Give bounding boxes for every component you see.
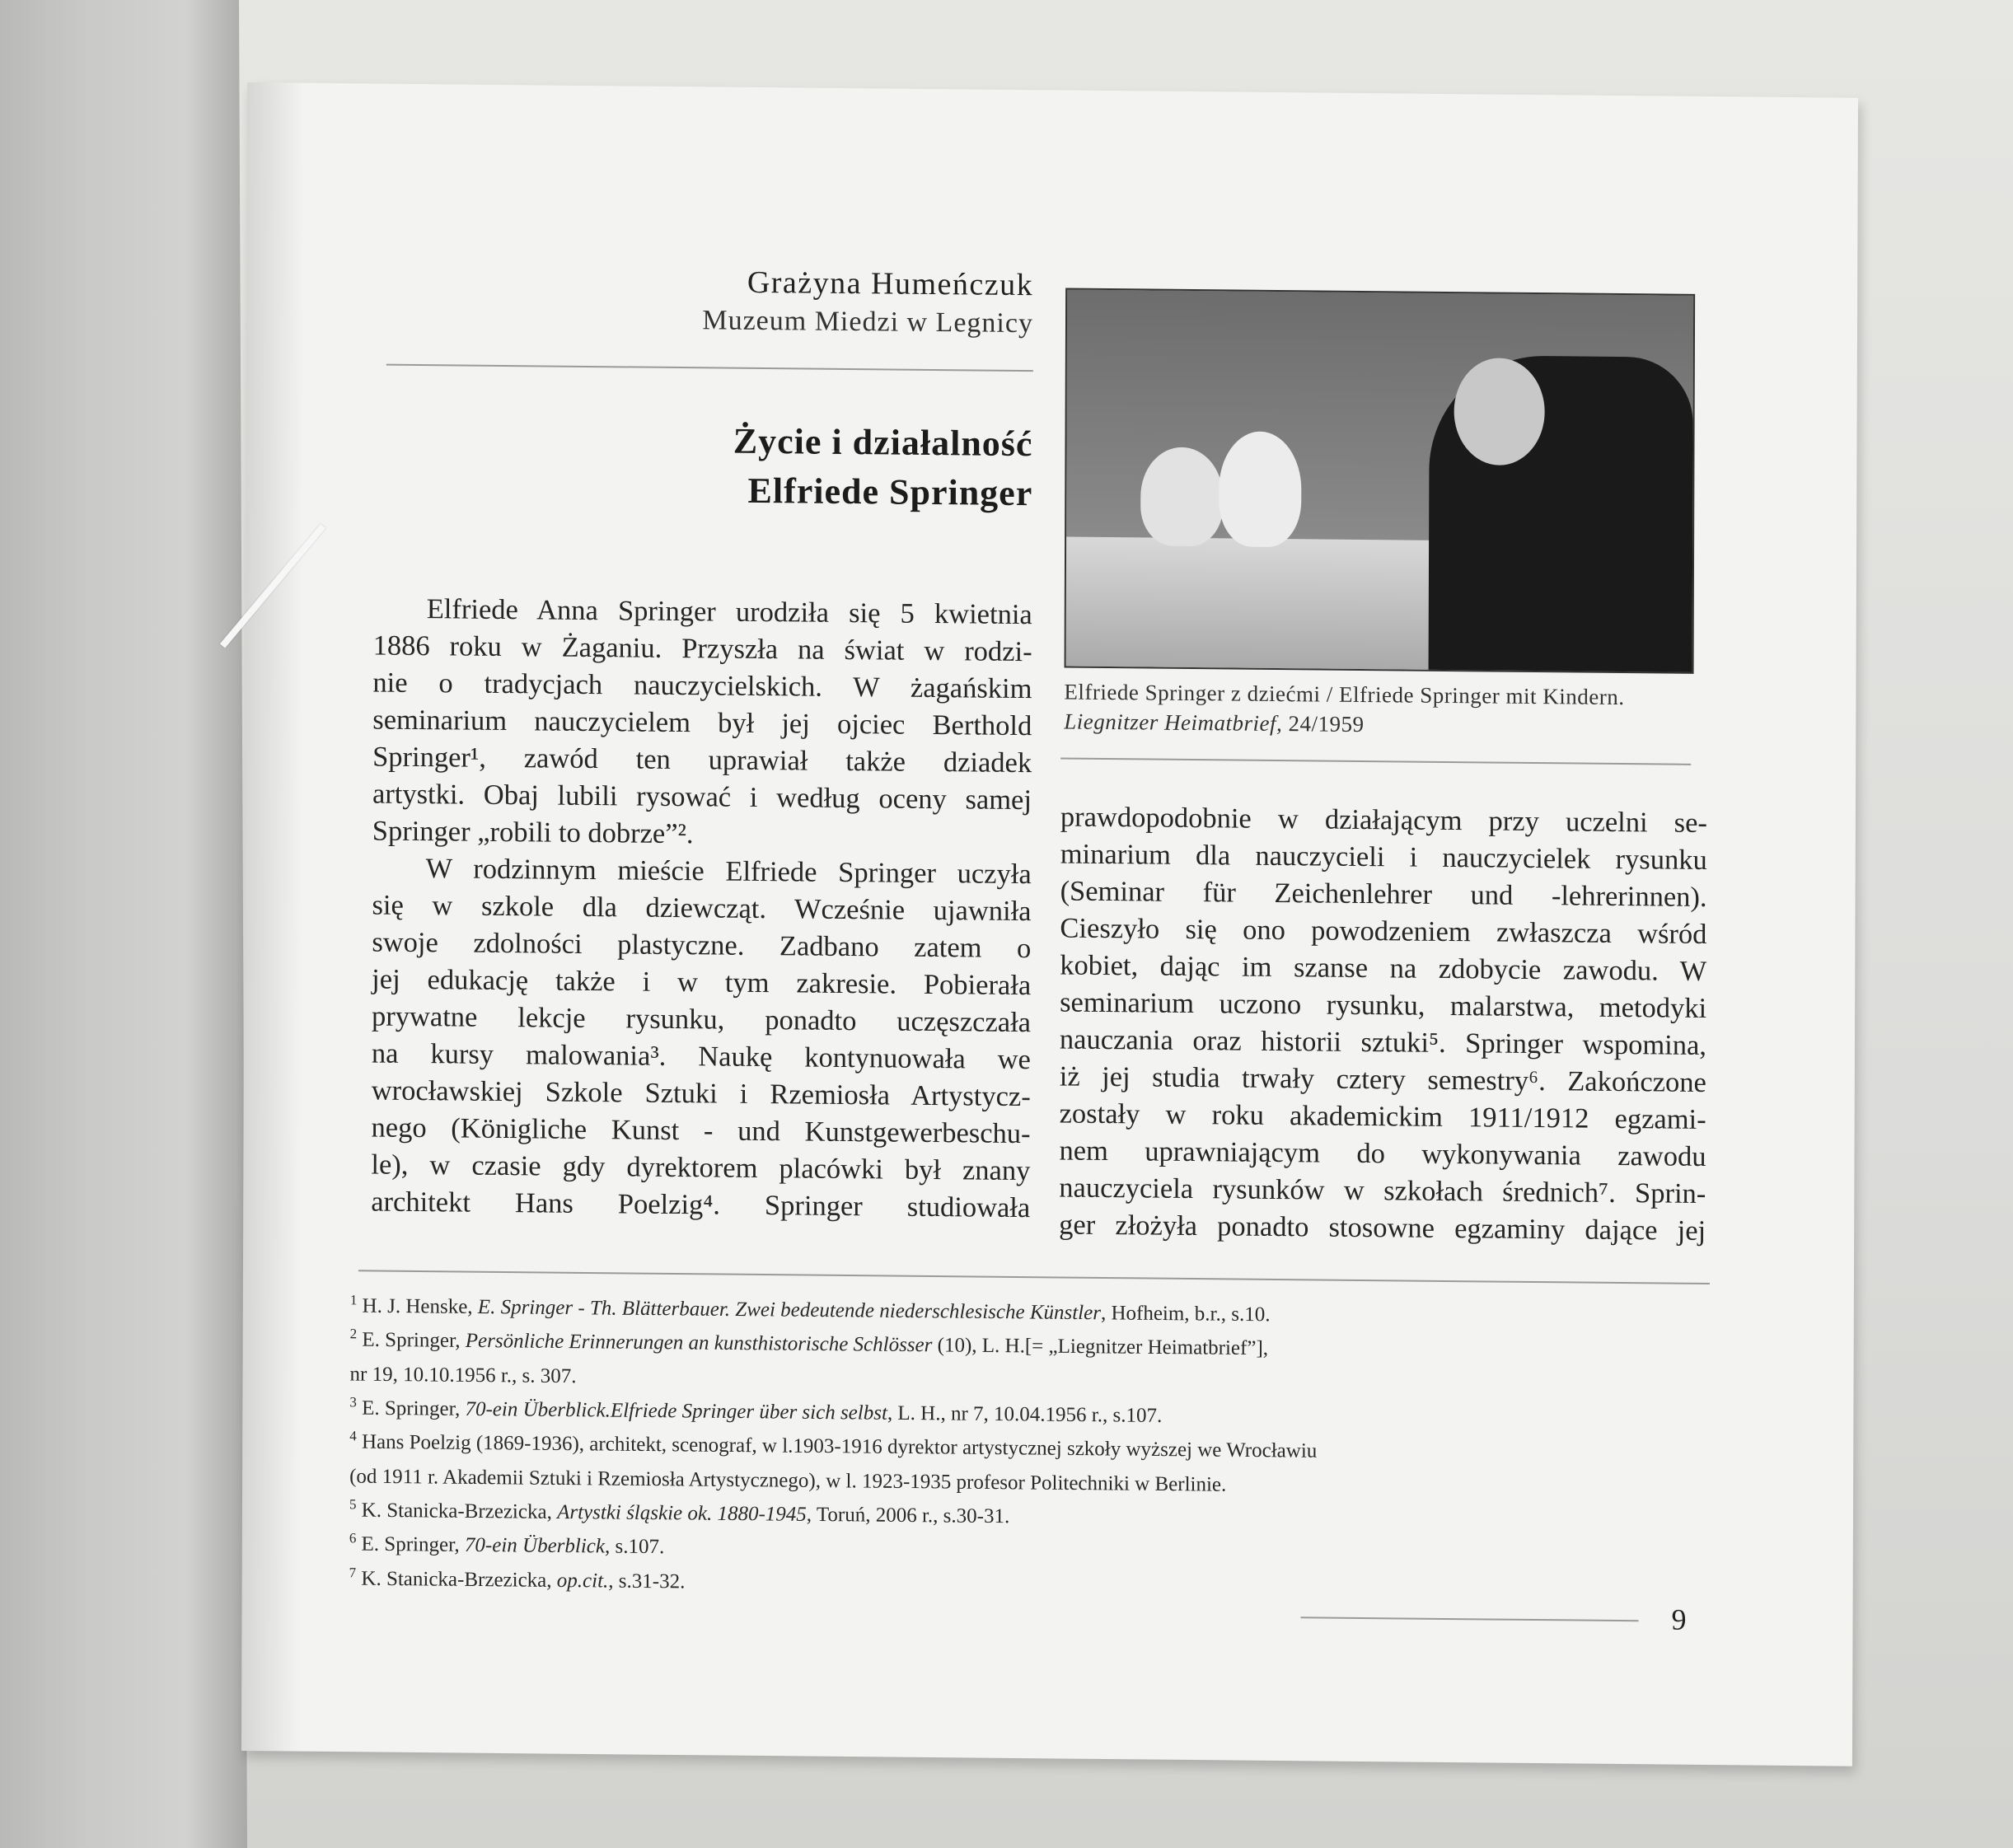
text-line: le), w czasie gdy dyrektorem placówki był znany	[371, 1149, 1031, 1187]
author-name: Grażyna Humeńczuk	[747, 264, 1034, 303]
historical-photo	[1065, 288, 1696, 674]
text-line: nego (Königliche Kunst - und Kunstgewerbeschu-	[371, 1111, 1031, 1150]
footnote-item: $^2$ E. Springer, Persönliche Erinnerungen an kunsthistorische Schlösser (10), L. H.[= „Liegnitzer Heimatbrief”],	[349, 1326, 1269, 1360]
left-column-text	[371, 590, 1032, 1227]
text-line: Cieszyło się ono powodzeniem zwłaszcza wśród	[1060, 912, 1707, 951]
footnote-rule	[358, 1270, 1710, 1284]
left-page-edge	[0, 0, 247, 1848]
footnote-item: $^7$ K. Stanicka-Brzezicka, op.cit., s.31-32.	[349, 1564, 686, 1593]
text-line: nem uprawniającym do wykonywania zawodu	[1059, 1135, 1706, 1173]
text-line: (Seminar für Zeichenlehrer und -lehrerinnen).	[1060, 875, 1707, 914]
text-line: seminarium nauczycielem był jej ojciec Berthold	[372, 704, 1032, 742]
page-number-rule	[1301, 1616, 1639, 1621]
text-line: nauczania oraz historii sztuki⁵. Springer wspomina,	[1059, 1023, 1707, 1062]
text-line: swoje zdolności plastyczne. Zadbano zatem o	[372, 926, 1032, 965]
text-line: Springer „robili to dobrze”².	[372, 815, 694, 850]
author-rule	[386, 364, 1033, 372]
text-line: 1886 roku w Żaganiu. Przyszła na świat w rodzi-	[372, 629, 1032, 668]
text-line: W rodzinnym mieście Elfriede Springer uczyła	[425, 853, 1032, 891]
text-line: minarium dla nauczycieli i nauczycielek rysunku	[1060, 838, 1707, 877]
caption-rule	[1060, 757, 1691, 765]
text-line: się w szkole dla dziewcząt. Wcześnie ujawniła	[372, 889, 1032, 928]
text-line: seminarium uczono rysunku, malarstwa, metodyki	[1060, 986, 1707, 1025]
page-number: 9	[1671, 1602, 1687, 1636]
footnote-item: $^5$ K. Stanicka-Brzezicka, Artystki śląskie ok. 1880-1945, Toruń, 2006 r., s.30-31.	[349, 1496, 1010, 1528]
text-line: Elfriede Anna Springer urodziła się 5 kwietnia	[426, 593, 1032, 631]
author-block	[702, 264, 1033, 339]
footnote-item: (od 1911 r. Akademii Sztuki i Rzemiosła Artystycznego), w l. 1923-1935 profesor Politechniki w Berlinie.	[349, 1465, 1227, 1496]
title-line-2: Elfriede Springer	[747, 470, 1033, 514]
footnote-item: $^4$ Hans Poelzig (1869-1936), architekt, scenograf, w l.1903-1916 dyrektor artystycznej szkoły wyższej we Wrocławiu	[349, 1428, 1318, 1463]
footnotes	[349, 1286, 1504, 1603]
text-line: nauczyciela rysunków w szkołach średnich⁷. Sprin-	[1059, 1172, 1706, 1210]
gutter-shadow	[241, 82, 305, 1752]
text-line: ger złożyła ponadto stosowne egzaminy dające jej	[1059, 1209, 1706, 1247]
caption-line-2: Liegnitzer Heimatbrief, 24/1959	[1064, 709, 1365, 737]
footnote-item: $^6$ E. Springer, 70-ein Überblick, s.107.	[349, 1530, 665, 1559]
text-line: zostały w roku akademickim 1911/1912 egzami-	[1059, 1097, 1706, 1136]
title-line-1: Życie i działalność	[733, 420, 1033, 465]
footnote-item: nr 19, 10.10.1956 r., s. 307.	[349, 1363, 577, 1387]
text-line: prywatne lekcje rysunku, ponadto uczęszczała	[371, 1000, 1032, 1039]
caption-line-1: Elfriede Springer z dziećmi / Elfriede Springer mit Kindern.	[1064, 679, 1625, 710]
text-line: wrocławskiej Szkole Sztuki i Rzemiosła Artystycz-	[371, 1074, 1031, 1113]
author-affiliation: Muzeum Miedzi w Legnicy	[702, 305, 1034, 339]
text-line: prawdopodobnie w działającym przy uczelni se-	[1060, 801, 1707, 840]
photo-caption	[1064, 677, 1624, 742]
text-line: jej edukację także i w tym zakresie. Pobierała	[372, 963, 1032, 1002]
text-line: na kursy malowania³. Naukę kontynuowała we	[371, 1037, 1031, 1076]
book-page	[241, 82, 1858, 1766]
footnote-item: $^3$ E. Springer, 70-ein Überblick.Elfriede Springer über sich selbst, L. H., nr 7, 10.04.1956 r., s.107.	[349, 1394, 1163, 1427]
text-line: artystki. Obaj lubili rysować i według oceny samej	[372, 778, 1032, 816]
article-title	[733, 417, 1033, 518]
footnote-item: $^1$ H. J. Henske, E. Springer - Th. Blätterbauer. Zwei bedeutende niederschlesische Künstler, Hofheim, b.r., s.10.	[349, 1292, 1271, 1326]
right-column-text	[1059, 798, 1707, 1250]
text-line: architekt Hans Poelzig⁴. Springer studiowała	[371, 1186, 1031, 1224]
text-line: iż jej studia trwały cztery semestry⁶. Zakończone	[1059, 1060, 1706, 1099]
text-line: nie o tradycjach nauczycielskich. W żagańskim	[372, 667, 1032, 705]
text-line: kobiet, dając im szanse na zdobycie zawodu. W	[1060, 949, 1707, 988]
text-line: Springer¹, zawód ten uprawiał także dziadek	[372, 741, 1032, 779]
